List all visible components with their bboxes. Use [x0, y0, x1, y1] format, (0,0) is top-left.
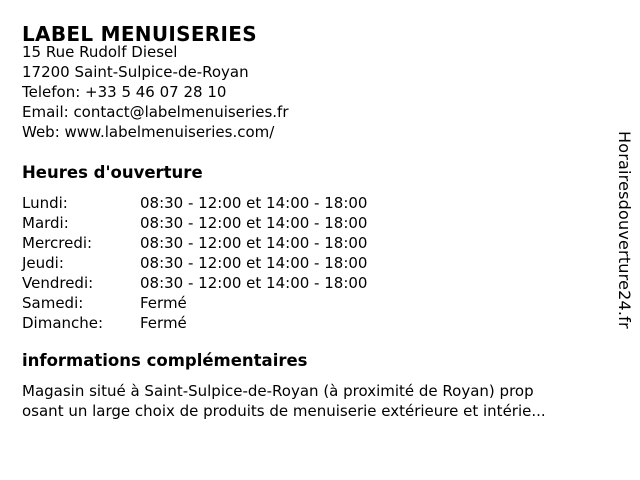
time-value: 08:30 - 12:00 et 14:00 - 18:00	[140, 234, 368, 252]
time-value: 08:30 - 12:00 et 14:00 - 18:00	[140, 214, 368, 232]
time-value: Fermé	[140, 314, 187, 332]
hours-row-monday	[22, 193, 367, 213]
hours-row-friday	[22, 273, 367, 293]
day-label: Samedi:	[22, 294, 84, 312]
email-line: Email: contact@labelmenuiseries.fr	[22, 103, 289, 121]
time-value: 08:30 - 12:00 et 14:00 - 18:00	[140, 254, 368, 272]
day-label: Lundi:	[22, 194, 68, 212]
additional-info-heading: informations complémentaires	[22, 351, 308, 370]
hours-row-thursday	[22, 253, 367, 273]
opening-hours-table	[22, 193, 367, 333]
watermark-vertical-text: Horairesdouverture24.fr	[615, 131, 634, 329]
day-label: Dimanche:	[22, 314, 104, 332]
info-text-line-2: osant un large choix de produits de menuiserie extérieure et intérie...	[22, 402, 546, 420]
hours-row-sunday	[22, 313, 367, 333]
opening-hours-heading: Heures d'ouverture	[22, 163, 203, 182]
website-line: Web: www.labelmenuiseries.com/	[22, 123, 275, 141]
contact-block	[22, 42, 289, 142]
time-value: 08:30 - 12:00 et 14:00 - 18:00	[140, 194, 368, 212]
day-label: Vendredi:	[22, 274, 94, 292]
day-label: Jeudi:	[22, 254, 64, 272]
address-line-street: 15 Rue Rudolf Diesel	[22, 43, 178, 61]
time-value: Fermé	[140, 294, 187, 312]
business-name: LABEL MENUISERIES	[22, 22, 257, 47]
phone-line: Telefon: +33 5 46 07 28 10	[22, 83, 227, 101]
hours-row-wednesday	[22, 233, 367, 253]
info-text-line-1: Magasin situé à Saint-Sulpice-de-Royan (à proximité de Royan) prop	[22, 382, 534, 400]
day-label: Mardi:	[22, 214, 69, 232]
additional-info-text	[22, 381, 546, 421]
address-line-city: 17200 Saint-Sulpice-de-Royan	[22, 63, 249, 81]
day-label: Mercredi:	[22, 234, 93, 252]
hours-row-saturday	[22, 293, 367, 313]
hours-row-tuesday	[22, 213, 367, 233]
time-value: 08:30 - 12:00 et 14:00 - 18:00	[140, 274, 368, 292]
